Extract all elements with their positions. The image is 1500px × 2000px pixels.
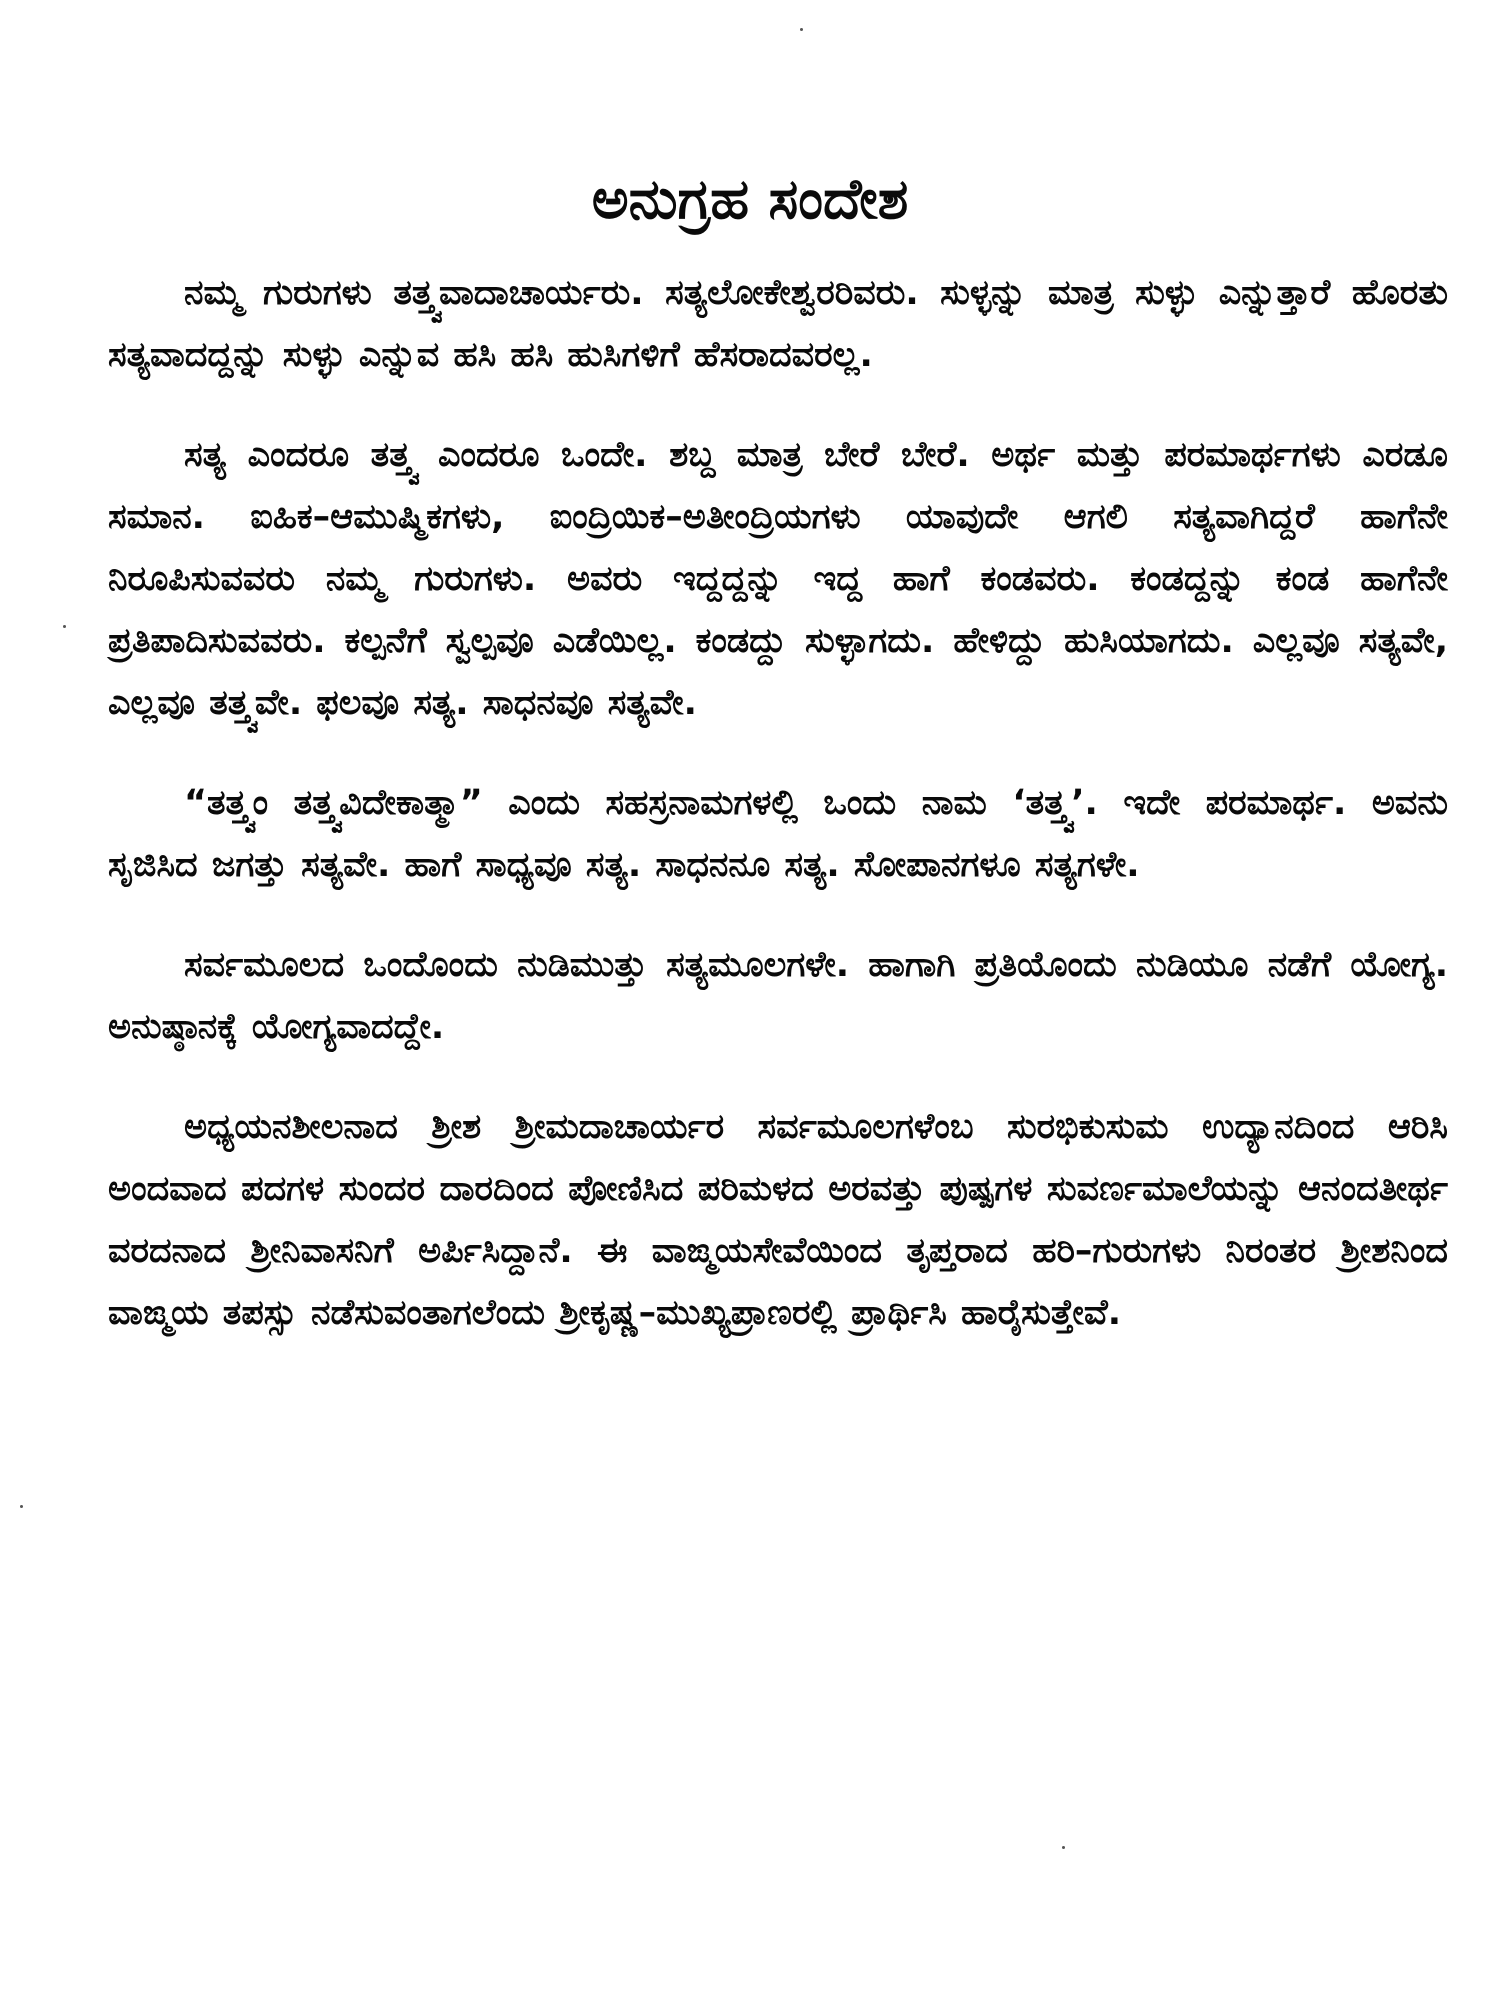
document-body	[108, 262, 1448, 1382]
paragraph-5: ಅಧ್ಯಯನಶೀಲನಾದ ಶ್ರೀಶ ಶ್ರೀಮದಾಚಾರ್ಯರ ಸರ್ವಮೂಲಗಳೆಂಬ ಸುರಭಿಕುಸುಮ ಉದ್ಯಾನದಿಂದ ಆರಿಸಿ ಅಂದವಾದ ಪದಗಳ ಸುಂದರ ದಾರದಿಂದ ಪೋಣಿಸಿದ ಪರಿಮಳದ ಅರವತ್ತು ಪುಷ್ಪಗಳ ಸುವರ್ಣಮಾಲೆಯನ್ನು ಆನಂದತೀರ್ಥ ವರದನಾದ ಶ್ರೀನಿವಾಸನಿಗೆ ಅರ್ಪಿಸಿದ್ದಾನೆ. ಈ ವಾಙ್ಮಯಸೇವೆಯಿಂದ ತೃಪ್ತರಾದ ಹರಿ–ಗುರುಗಳು ನಿರಂತರ ಶ್ರೀಶನಿಂದ ವಾಙ್ಮಯ ತಪಸ್ಸು ನಡೆಸುವಂತಾಗಲೆಂದು ಶ್ರೀಕೃಷ್ಣ–ಮುಖ್ಯಪ್ರಾಣರಲ್ಲಿ ಪ್ರಾರ್ಥಿಸಿ ಹಾರೈಸುತ್ತೇವೆ.	[108, 1107, 1448, 1333]
scan-speck	[1062, 1846, 1065, 1849]
paragraph-3: “ತತ್ತ್ವಂ ತತ್ತ್ವವಿದೇಕಾತ್ಮಾ” ಎಂದು ಸಹಸ್ರನಾಮಗಳಲ್ಲಿ ಒಂದು ನಾಮ ‘ತತ್ತ್ವ’. ಇದೇ ಪರಮಾರ್ಥ. ಅವನು ಸೃಜಿಸಿದ ಜಗತ್ತು ಸತ್ಯವೇ. ಹಾಗೆ ಸಾಧ್ಯವೂ ಸತ್ಯ. ಸಾಧನನೂ ಸತ್ಯ. ಸೋಪಾನಗಳೂ ಸತ್ಯಗಳೇ.	[108, 783, 1448, 885]
scan-speck	[63, 625, 66, 628]
page-title: ಅನುಗ್ರಹ ಸಂದೇಶ	[591, 167, 909, 232]
paragraph-4: ಸರ್ವಮೂಲದ ಒಂದೊಂದು ನುಡಿಮುತ್ತು ಸತ್ಯಮೂಲಗಳೇ. ಹಾಗಾಗಿ ಪ್ರತಿಯೊಂದು ನುಡಿಯೂ ನಡೆಗೆ ಯೋಗ್ಯ. ಅನುಷ್ಠಾನಕ್ಕೆ ಯೋಗ್ಯವಾದದ್ದೇ.	[108, 945, 1448, 1047]
scan-speck	[800, 28, 803, 31]
scan-speck	[20, 1505, 23, 1508]
paragraph-2: ಸತ್ಯ ಎಂದರೂ ತತ್ತ್ವ ಎಂದರೂ ಒಂದೇ. ಶಬ್ದ ಮಾತ್ರ ಬೇರೆ ಬೇರೆ. ಅರ್ಥ ಮತ್ತು ಪರಮಾರ್ಥಗಳು ಎರಡೂ ಸಮಾನ. ಐಹಿಕ–ಆಮುಷ್ಮಿಕಗಳು, ಐಂದ್ರಿಯಿಕ–ಅತೀಂದ್ರಿಯಗಳು ಯಾವುದೇ ಆಗಲಿ ಸತ್ಯವಾಗಿದ್ದರೆ ಹಾಗೆನೇ ನಿರೂಪಿಸುವವರು ನಮ್ಮ ಗುರುಗಳು. ಅವರು ಇದ್ದದ್ದನ್ನು ಇದ್ದ ಹಾಗೆ ಕಂಡವರು. ಕಂಡದ್ದನ್ನು ಕಂಡ ಹಾಗೆನೇ ಪ್ರತಿಪಾದಿಸುವವರು. ಕಲ್ಪನೆಗೆ ಸ್ವಲ್ಪವೂ ಎಡೆಯಿಲ್ಲ. ಕಂಡದ್ದು ಸುಳ್ಳಾಗದು. ಹೇಳಿದ್ದು ಹುಸಿಯಾಗದು. ಎಲ್ಲವೂ ಸತ್ಯವೇ, ಎಲ್ಲವೂ ತತ್ತ್ವವೇ. ಫಲವೂ ಸತ್ಯ. ಸಾಧನವೂ ಸತ್ಯವೇ.	[108, 435, 1448, 723]
paragraph-1: ನಮ್ಮ ಗುರುಗಳು ತತ್ತ್ವವಾದಾಚಾರ್ಯರು. ಸತ್ಯಲೋಕೇಶ್ವರರಿವರು. ಸುಳ್ಳನ್ನು ಮಾತ್ರ ಸುಳ್ಳು ಎನ್ನುತ್ತಾರೆ ಹೊರತು ಸತ್ಯವಾದದ್ದನ್ನು ಸುಳ್ಳು ಎನ್ನುವ ಹಸಿ ಹಸಿ ಹುಸಿಗಳಿಗೆ ಹೆಸರಾದವರಲ್ಲ.	[108, 273, 1448, 375]
